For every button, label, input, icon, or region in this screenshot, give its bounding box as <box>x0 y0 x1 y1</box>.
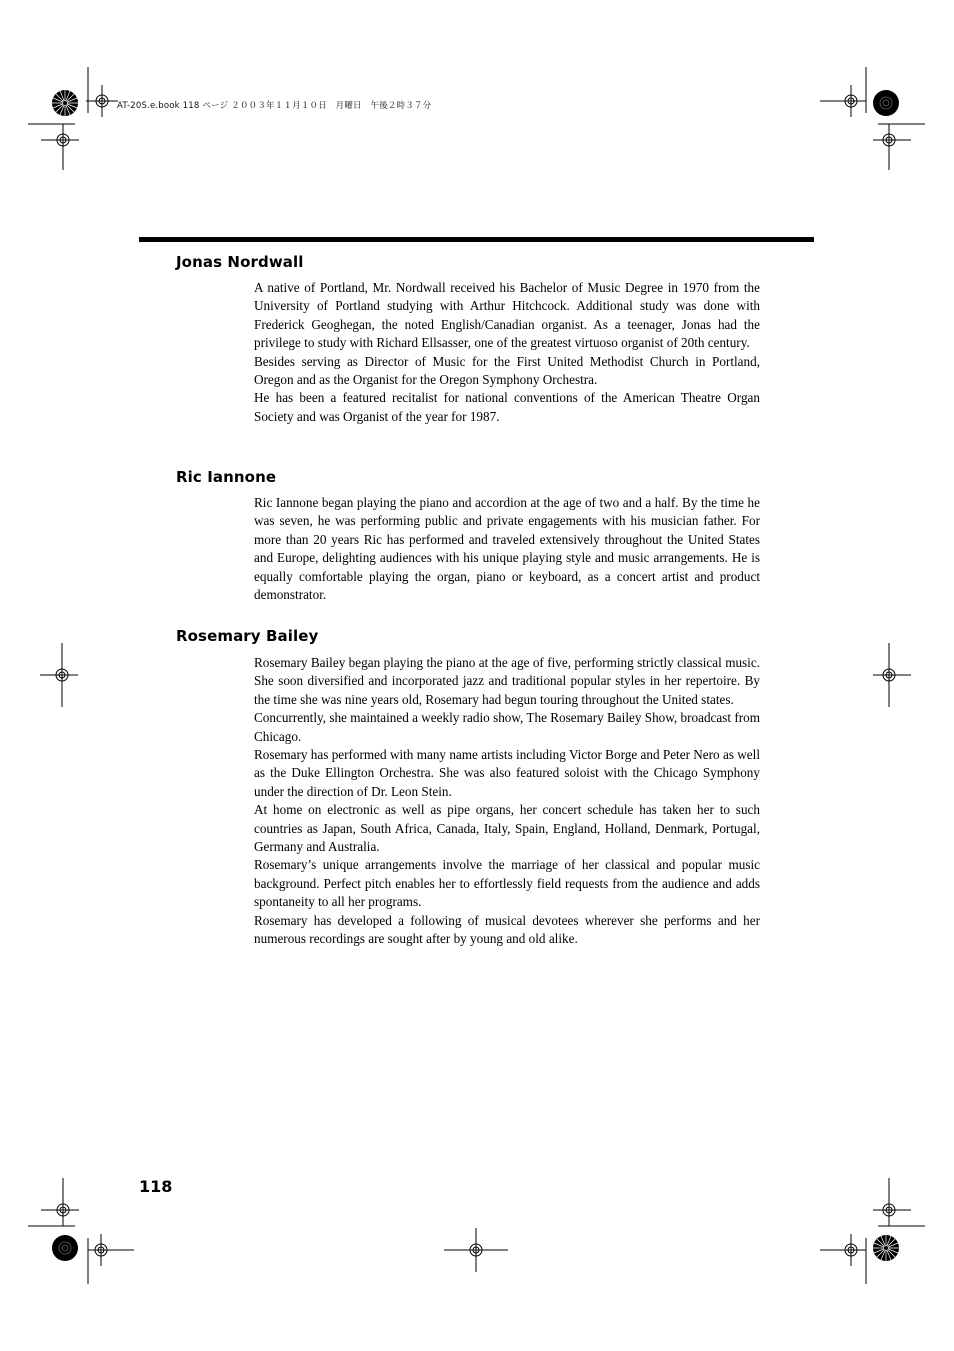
paragraph: A native of Portland, Mr. Nordwall received his Bachelor of Music Degree in 1970 from the University of Portland studying with Arthur Hitchcock. Additional study was done with Frederick Geoghegan, the noted English/Canadian organist. As a teenager, Jonas had the privilege to study with Richard Ellsasser, one of the greatest virtuoso organist of 20th century. <box>254 280 760 351</box>
crop-mark-top-right <box>820 67 925 170</box>
heading-rosemary-bailey: Rosemary Bailey <box>176 627 319 645</box>
top-rule <box>139 237 814 242</box>
paragraph: Rosemary has performed with many name artists including Victor Borge and Peter Nero as well as the Duke Ellington Orchestra. She was also featured soloist with the Chicago Symphony under the direction of Dr. Leon Stein. <box>254 747 760 799</box>
paragraph: Ric Iannone began playing the piano and accordion at the age of two and a half. By the time he was seven, he was performing public and private engagements with his musician father. For more than 20 years Ric has performed and traveled extensively throughout the United States and Europe, delighting audiences with his unique playing style and music arrangements. He is equally comfortable playing the organ, piano or keyboard, as a concert artist and product demonstrator. <box>254 495 760 603</box>
crop-mark-bottom-right <box>820 1178 925 1284</box>
print-file-info: AT-20S.e.book 118 ページ ２００３年１１月１０日 月曜日 午後２時３７分 <box>117 101 432 111</box>
paragraph: Rosemary’s unique arrangements involve the marriage of her classical and popular music background. Perfect pitch enables her to effortlessly field requests from the audience and adds spontaneity to all her programs. <box>254 857 760 910</box>
bio-rosemary-bailey <box>254 654 760 949</box>
paragraph: Concurrently, she maintained a weekly radio show, The Rosemary Bailey Show, broadcast from Chicago. <box>254 710 760 744</box>
bio-jonas-nordwall <box>254 279 760 426</box>
crop-mark-bottom-left <box>28 1178 134 1284</box>
paragraph: Rosemary Bailey began playing the piano at the age of five, performing strictly classical music. She soon diversified and incorporated jazz and traditional popular styles in her repertoire. By the time she was nine years old, Rosemary had begun touring throughout the United states. <box>254 655 760 707</box>
paragraph: He has been a featured recitalist for national conventions of the American Theatre Organ Society and was Organist of the year for 1987. <box>254 390 760 424</box>
heading-ric-iannone: Ric Iannone <box>176 468 277 486</box>
crop-mark-middle-right <box>873 643 911 707</box>
bio-ric-iannone <box>254 494 760 604</box>
page-number: 118 <box>139 1177 173 1196</box>
heading-jonas-nordwall: Jonas Nordwall <box>176 253 304 271</box>
paragraph: At home on electronic as well as pipe organs, her concert schedule has taken her to such countries as Japan, South Africa, Canada, Italy, Spain, England, Holland, Denmark, Portugal, Germany and Australia. <box>254 802 760 855</box>
crop-mark-middle-left <box>40 643 78 707</box>
crop-mark-bottom-center <box>444 1228 508 1272</box>
paragraph: Besides serving as Director of Music for the First United Methodist Church in Portland, Oregon and as the Organist for the Oregon Symphony Orchestra. <box>254 353 760 388</box>
paragraph: Rosemary has developed a following of musical devotees wherever she performs and her numerous recordings are sought after by young and old alike. <box>254 912 760 947</box>
crop-mark-top-left <box>28 67 118 170</box>
